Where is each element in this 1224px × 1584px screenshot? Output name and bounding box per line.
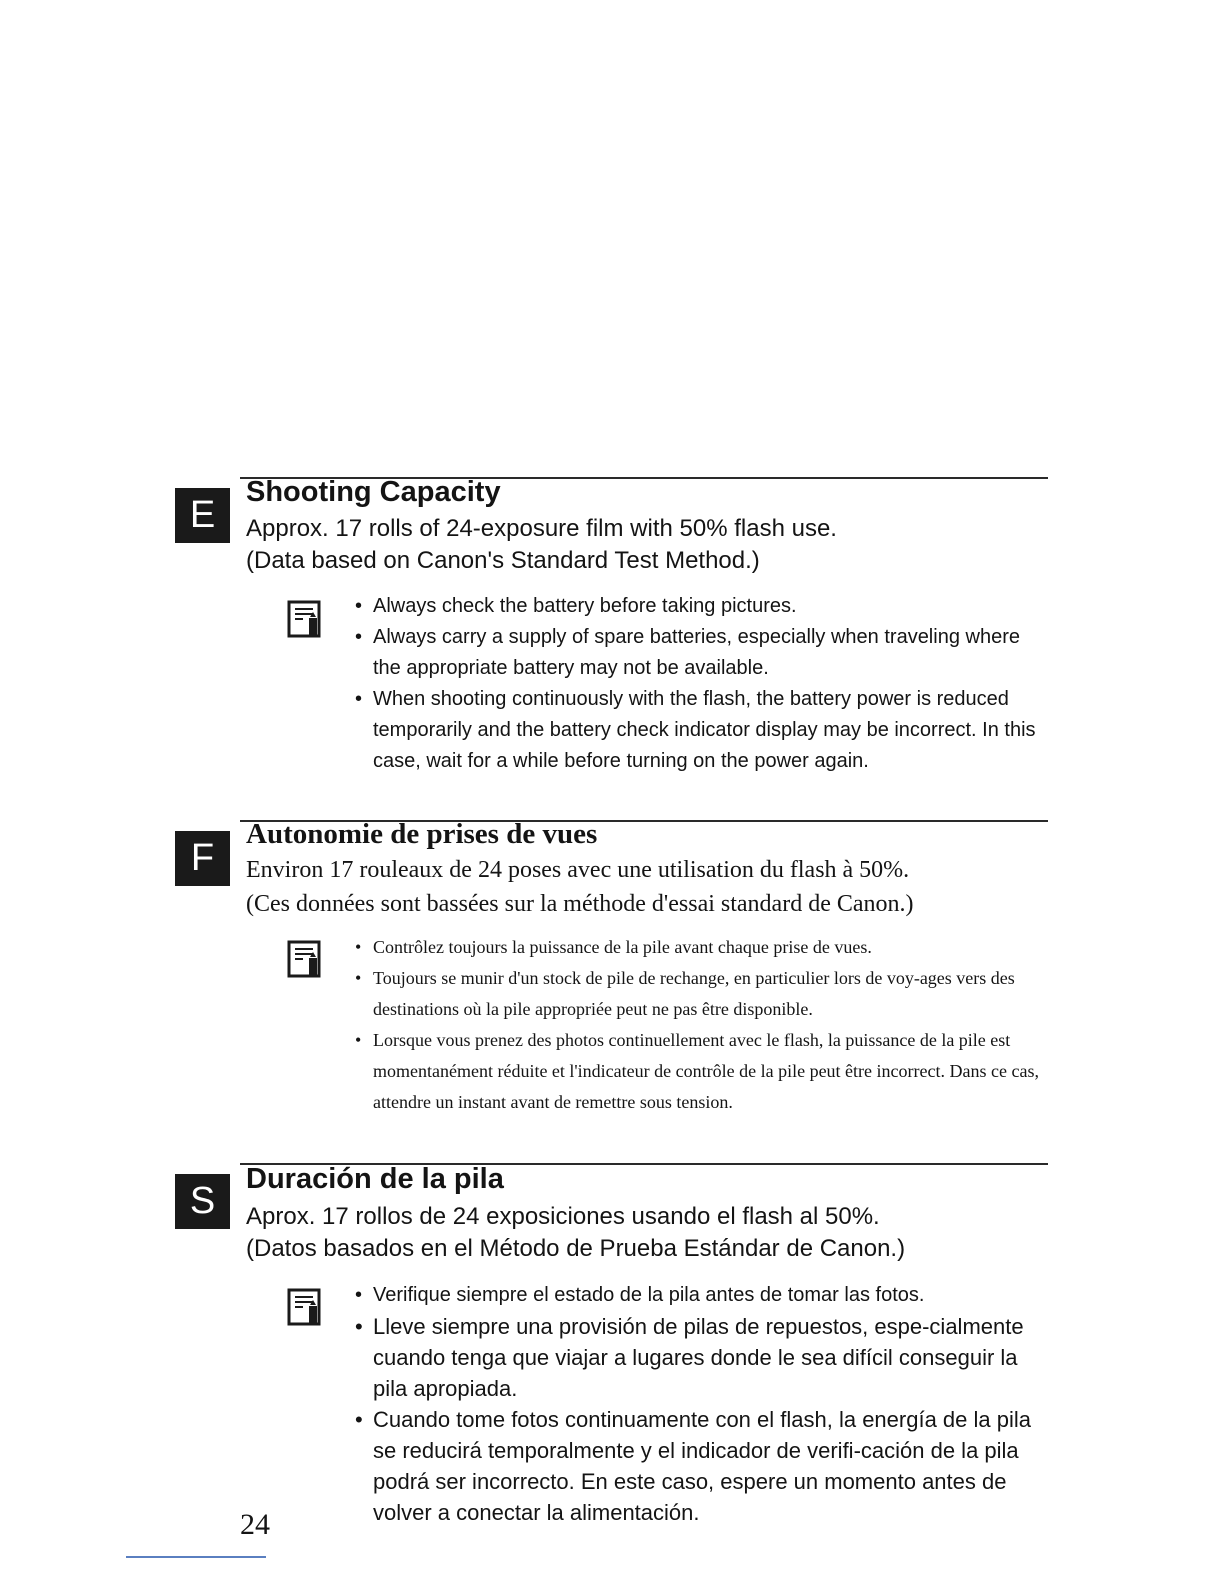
language-badge-spanish: S <box>175 1174 230 1229</box>
note-item: • Toujours se munir d'un stock de pile de rechange, en particulier lors de voy-ages vers des destinations où la pile appropriée peut ne pas être disponible. <box>355 963 1045 1025</box>
footer-rule <box>126 1556 266 1558</box>
note-item: • Always carry a supply of spare batteries, especially when traveling where the appropriate battery may not be available. <box>355 622 1045 684</box>
method-line-english: (Data based on Canon's Standard Test Method.) <box>246 547 760 574</box>
capacity-line-english: Approx. 17 rolls of 24-exposure film with 50% flash use. <box>246 515 837 542</box>
notes-list-french <box>355 932 1045 1118</box>
note-item: • When shooting continuously with the flash, the battery power is reduced temporarily and the battery check indicator display may be incorrect. In this case, wait for a while before turning on the power again. <box>355 684 1045 777</box>
note-item: • Lorsque vous prenez des photos continuellement avec le flash, la puissance de la pile est momentanément réduite et l'indicateur de contrôle de la pile peut être incorrect. Dans ce cas, attendre un instant avant de remettre sous tension. <box>355 1025 1045 1118</box>
note-item: • Contrôlez toujours la puissance de la pile avant chaque prise de vues. <box>355 932 1045 963</box>
memo-icon <box>287 940 325 978</box>
section-title-french: Autonomie de prises de vues <box>246 818 598 850</box>
note-item: • Always check the battery before taking pictures. <box>355 591 1045 622</box>
section-title-spanish: Duración de la pila <box>246 1163 504 1195</box>
capacity-line-french: Environ 17 rouleaux de 24 poses avec une utilisation du flash à 50%. <box>246 857 910 883</box>
note-item: • Verifique siempre el estado de la pila antes de tomar las fotos. <box>355 1280 1045 1311</box>
capacity-line-spanish: Aprox. 17 rollos de 24 exposiciones usando el flash al 50%. <box>246 1203 880 1230</box>
notes-list-spanish <box>355 1280 1045 1528</box>
note-item: • Lleve siempre una provisión de pilas de repuestos, espe-cialmente cuando tenga que viajar a lugares donde le sea difícil conseguir la pila apropiada. <box>355 1311 1045 1404</box>
language-badge-english: E <box>175 488 230 543</box>
note-item: • Cuando tome fotos continuamente con el flash, la energía de la pila se reducirá temporalmente y el indicador de verifi-cación de la pila podrá ser incorrecto. En este caso, espere un momento antes de volver a conectar la alimentación. <box>355 1404 1045 1528</box>
section-title-english: Shooting Capacity <box>246 476 501 508</box>
method-line-french: (Ces données sont bassées sur la méthode d'essai standard de Canon.) <box>246 891 914 917</box>
language-badge-french: F <box>175 831 230 886</box>
memo-icon <box>287 600 325 638</box>
method-line-spanish: (Datos basados en el Método de Prueba Estándar de Canon.) <box>246 1235 906 1262</box>
page-number: 24 <box>240 1508 270 1541</box>
notes-list-english <box>355 591 1045 777</box>
memo-icon <box>287 1288 325 1326</box>
